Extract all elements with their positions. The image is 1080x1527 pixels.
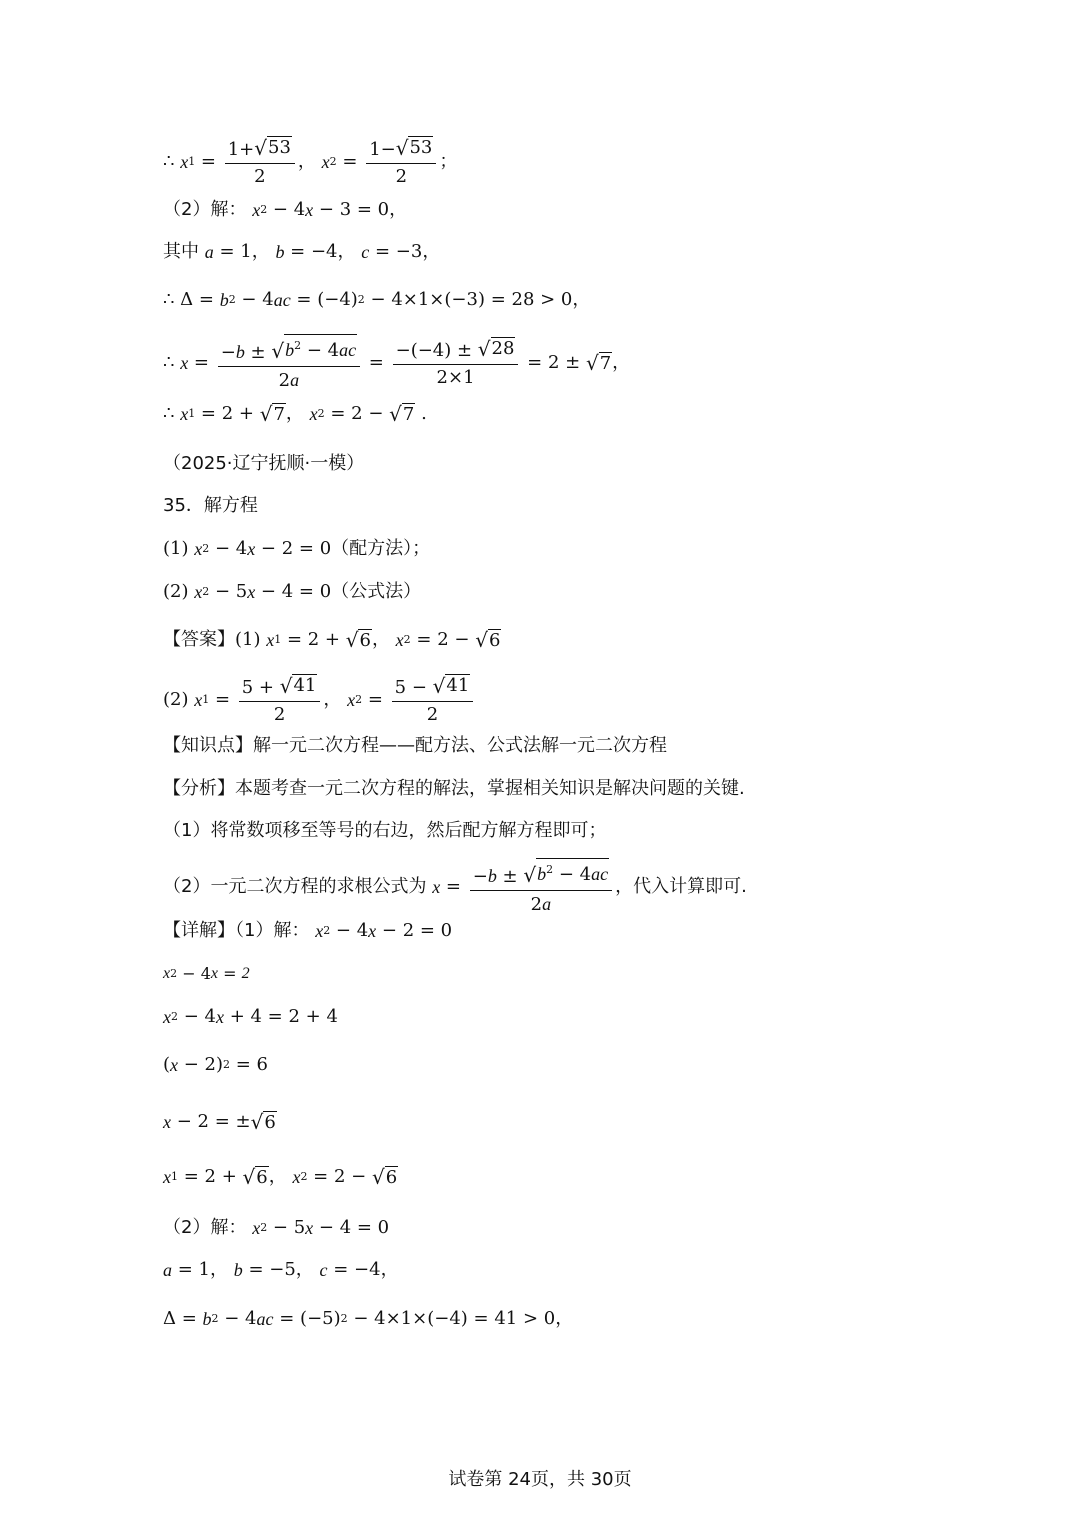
page-footer: 试卷第 24页，共 30页: [448, 1469, 632, 1490]
solution-line: ∴ Δ = b 2 − 4 ac = (−4) 2 − 4×1×(−3) = 28 > 0 ，: [163, 289, 591, 310]
answer-line: (2) x 1 = 5 + √ 41 2 ， x 2 = 5 − √ 41 2: [163, 674, 476, 726]
answer-line: 【答案】 (1) x 1 = 2 + √ 6 ， x 2 = 2 − √ 6: [163, 628, 501, 652]
solution-line: ∴ x = −b ± √ $b^2 - 4ac$ 2a = −(−4) ± √ 28 2×1 = 2 ± √ 7 ，: [163, 334, 630, 392]
detail-line: （2）解： x 2 − 5 x − 4 = 0: [163, 1217, 390, 1238]
problem-title: 35．解方程: [163, 495, 258, 516]
detail-line: 【详解】（1）解： x 2 − 4 x − 2 = 0: [163, 920, 453, 941]
analysis-line: （2）一元二次方程的求根公式为 x = −b ± √ $b^2 - 4ac$ 2a ，代入计算即可.: [163, 858, 747, 916]
detail-line: a = 1 ， b = −5 ， c = −4 ，: [163, 1259, 399, 1280]
detail-line: x − 2 = ± √ 6: [163, 1110, 276, 1134]
knowledge-point: 【知识点】解一元二次方程——配方法、公式法解一元二次方程: [163, 735, 667, 756]
detail-line: Δ = b 2 − 4 ac = (−5) 2 − 4×1×(−4) = 41 > 0 ，: [163, 1308, 574, 1329]
problem-part-2: (2) x 2 − 5 x − 4 = 0 （公式法）: [163, 581, 422, 602]
detail-line: x 1 = 2 + √ 6 ， x 2 = 2 − √ 6: [163, 1165, 398, 1189]
solution-line: （2）解： x 2 − 4 x − 3 = 0 ，: [163, 199, 408, 220]
analysis-line: 【分析】本题考查一元二次方程的解法，掌握相关知识是解决问题的关键.: [163, 778, 745, 799]
problem-part-1: (1) x 2 − 4 x − 2 = 0 （配方法）；: [163, 538, 431, 559]
detail-line: ( x − 2) 2 = 6: [163, 1054, 269, 1075]
solution-line: ∴ x 1 = 2 + √ 7 ， x 2 = 2 − √ 7 .: [163, 402, 427, 426]
detail-line: x 2 − 4 x = 2: [163, 964, 250, 983]
detail-line: x 2 − 4 x + 4 = 2 + 4: [163, 1006, 338, 1027]
solution-line: ∴ x 1 = 1+ √ 53 2 ， x 2 = 1− √ 53 2 ；: [163, 136, 458, 187]
problem-source: （2025·辽宁抚顺·一模）: [163, 453, 365, 474]
solution-line: 其中 a = 1 ， b = −4 ， c = −3 ，: [163, 241, 441, 262]
analysis-line: （1）将常数项移至等号的右边，然后配方解方程即可；: [163, 820, 607, 841]
